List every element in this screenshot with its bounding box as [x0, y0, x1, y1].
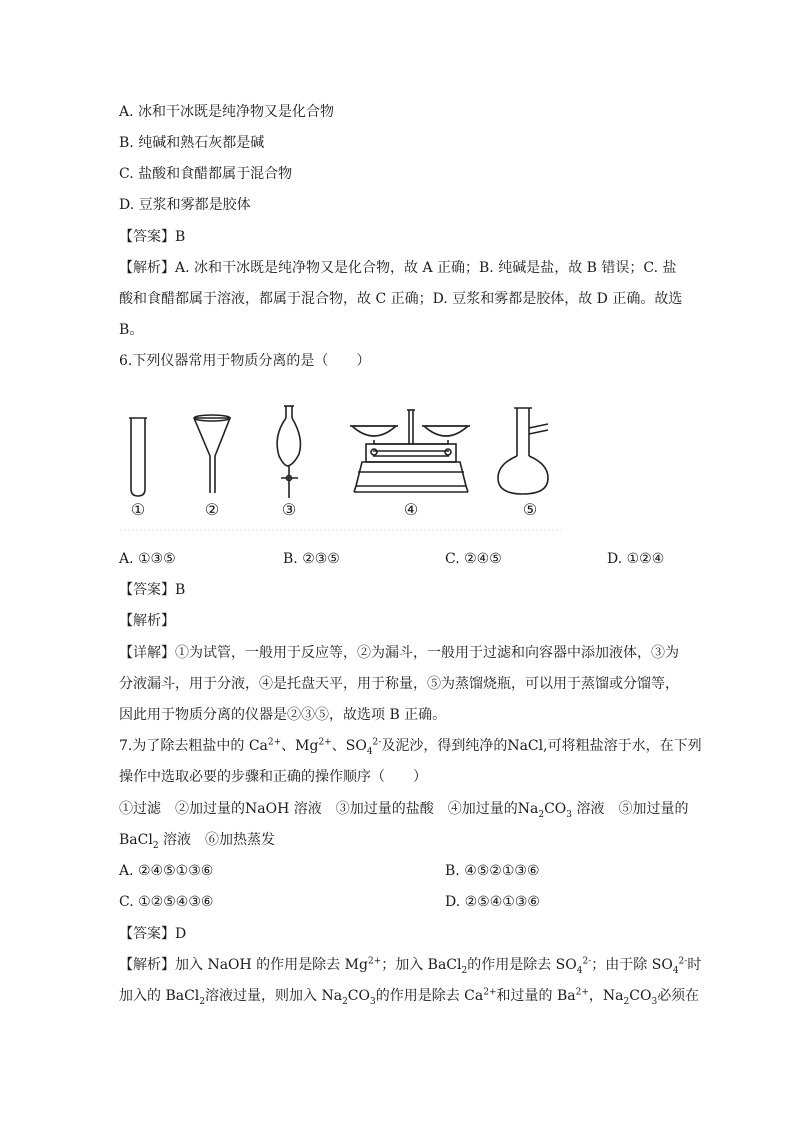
- q7-option-d: D. ②⑤④①③⑥: [445, 894, 540, 910]
- q5-analysis-line: 酸和食醋都属于溶液，都属于混合物，故 C 正确；D. 豆浆和雾都是胶体，故 D 正确。故选: [119, 291, 683, 307]
- q6-option-a: A. ①③⑤: [119, 551, 176, 567]
- apparatus-label-3: ③: [281, 500, 297, 519]
- balance-icon: [350, 410, 470, 492]
- q7-option-a: A. ②④⑤①③⑥: [119, 863, 214, 879]
- q7-analysis-line: 【解析】加入 NaOH 的作用是除去 $Mg^{2+}$；加入 BaCl$_2$的作用是除去 $SO_4^{2-}$；由于除 $SO_4^{2-}$时: [119, 956, 702, 976]
- distillation-flask-icon: [498, 408, 548, 494]
- q7-operations-line: ①过滤 ②加过量的NaOH 溶液 ③加过量的盐酸 ④加过量的$Na_2CO_3$ 溶液 ⑤加过量的: [119, 801, 689, 820]
- q5-option-b: B. 纯碱和熟石灰都是碱: [119, 135, 265, 151]
- apparatus-label-1: ①: [130, 500, 146, 519]
- q7-option-b: B. ④⑤②①③⑥: [445, 863, 540, 879]
- q5-answer: 【答案】B: [119, 229, 186, 245]
- q6-detail-line: 因此用于物质分离的仪器是②③⑤，故选项 B 正确。: [119, 707, 447, 723]
- q7-analysis-line: 加入的 BaCl$_2$溶液过量，则加入 $Na_2CO_3$的作用是除去 $Ca^{2+}$和过量的 $Ba^{2+}$，$Na_2CO_3$必须在: [119, 987, 700, 1007]
- q7-operations-line: BaCl$_2$ 溶液 ⑥加热蒸发: [119, 832, 276, 851]
- apparatus-drawing: [118, 396, 563, 534]
- funnel-icon: [194, 418, 230, 493]
- q6-option-b: B. ②③⑤: [283, 551, 340, 567]
- q6-answer: 【答案】B: [119, 582, 186, 598]
- q7-stem-line: 7.为了除去粗盐中的 $Ca^{2+}$、$Mg^{2+}$、$SO_4^{2-}$及泥沙，得到纯净的NaCl,可将粗盐溶于水，在下列: [119, 737, 702, 757]
- apparatus-label-5: ⑤: [522, 500, 538, 519]
- apparatus-label-4: ④: [403, 500, 419, 519]
- q5-analysis-line: 【解析】A. 冰和干冰既是纯净物又是化合物，故 A 正确；B. 纯碱是盐，故 B 错误；C. 盐: [119, 260, 677, 276]
- q5-option-a: A. 冰和干冰既是纯净物又是化合物: [119, 104, 335, 120]
- test-tube-icon: [131, 418, 145, 496]
- q7-stem-line: 操作中选取必要的步骤和正确的操作顺序（ ）: [119, 769, 427, 785]
- q7-option-c: C. ①②⑤④③⑥: [119, 894, 214, 910]
- q6-option-d: D. ①②④: [607, 551, 665, 567]
- q6-analysis-title: 【解析】: [119, 613, 175, 629]
- q5-option-d: D. 豆浆和雾都是胶体: [119, 197, 251, 213]
- q6-detail-line: 【详解】①为试管，一般用于反应等，②为漏斗，一般用于过滤和向容器中添加液体，③为: [119, 645, 679, 661]
- q6-stem: 6.下列仪器常用于物质分离的是（ ）: [119, 353, 371, 369]
- q6-option-c: C. ②④⑤: [445, 551, 502, 567]
- q5-analysis-line: B。: [119, 322, 144, 338]
- q6-detail-line: 分液漏斗，用于分液，④是托盘天平，用于称量，⑤为蒸馏烧瓶，可以用于蒸馏或分馏等，: [119, 676, 679, 692]
- q7-answer: 【答案】D: [119, 926, 187, 942]
- separatory-funnel-icon: [277, 406, 300, 498]
- apparatus-label-2: ②: [204, 500, 220, 519]
- q5-option-c: C. 盐酸和食醋都属于混合物: [119, 166, 293, 182]
- lab-apparatus-figure: [118, 396, 563, 534]
